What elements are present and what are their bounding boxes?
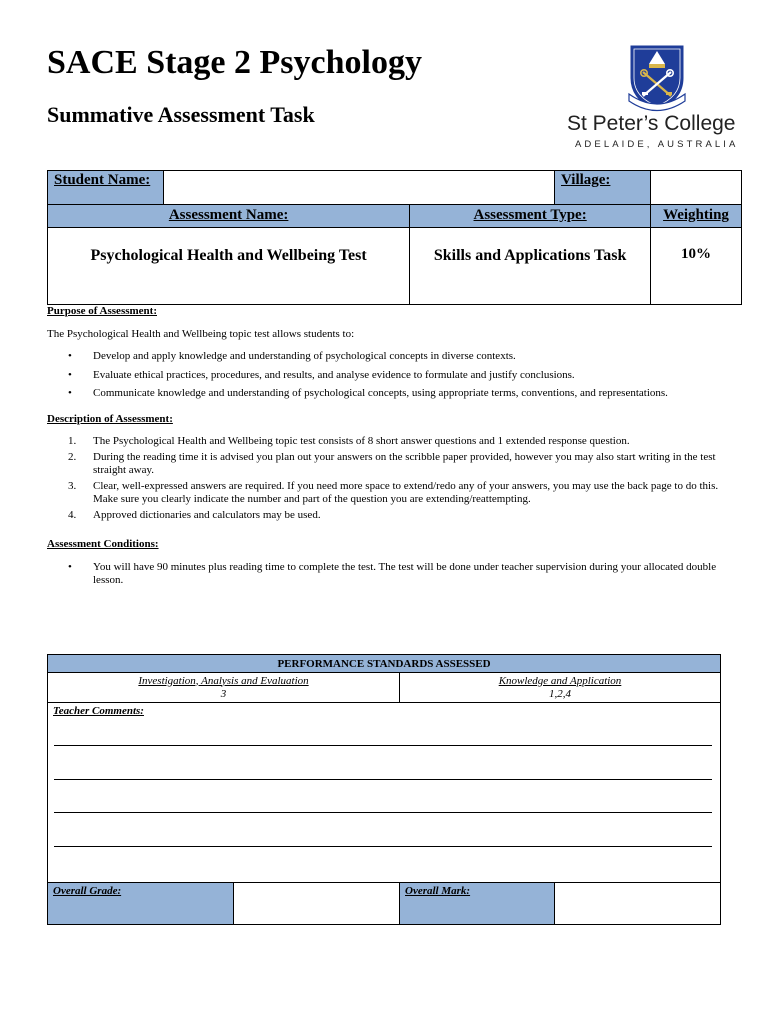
student-name-field[interactable]: [164, 171, 555, 205]
list-item: • Evaluate ethical practices, procedures, and results, and analyse evidence to formulate and justify conclusions.: [47, 369, 742, 383]
teacher-comments-label: Teacher Comments:: [53, 705, 144, 717]
list-item: 4. Approved dictionaries and calculators may be used.: [68, 508, 321, 521]
comment-line: [54, 745, 712, 746]
comment-line: [54, 846, 712, 847]
teacher-comments-box[interactable]: [48, 703, 721, 883]
performance-standards-table: [47, 654, 721, 925]
crest-icon: [627, 42, 687, 112]
comment-line: [54, 812, 712, 813]
overall-grade-label: Overall Grade:: [48, 883, 234, 925]
list-item: • You will have 90 minutes plus reading time to complete the test. The test will be done under teacher supervision during your allocated double lesson.: [47, 561, 742, 588]
page-title: SACE Stage 2 Psychology: [47, 44, 422, 81]
description-list: [47, 435, 742, 522]
college-logo: [565, 40, 745, 152]
weighting-value: 10%: [651, 228, 742, 305]
list-item: 2. During the reading time it is advised you plan out your answers on the scribble paper provided, however you may also start writing in the test straight away.: [68, 450, 716, 476]
list-item: • Communicate knowledge and understanding of psychological concepts, using appropriate terms, conventions, and representations.: [47, 387, 742, 401]
overall-mark-label: Overall Mark:: [400, 883, 555, 925]
comment-line: [54, 779, 712, 780]
conditions-heading: Assessment Conditions:: [47, 538, 159, 550]
assessment-name-header: Assessment Name:: [48, 205, 410, 228]
performance-heading: PERFORMANCE STANDARDS ASSESSED: [48, 655, 721, 673]
overall-grade-field[interactable]: [233, 883, 399, 925]
list-item: 3. Clear, well-expressed answers are required. If you need more space to extend/redo any of your answers, you may use the back page to do this. Make sure you clearly indicate the number and part of the question you are extending/reattempting.: [68, 479, 719, 505]
village-label: Village:: [561, 172, 611, 188]
village-field[interactable]: [651, 171, 742, 205]
student-name-label: Student Name:: [54, 172, 151, 188]
purpose-heading: Purpose of Assessment:: [47, 305, 157, 317]
description-heading: Description of Assessment:: [47, 412, 173, 425]
page-subtitle: Summative Assessment Task: [47, 102, 315, 127]
overall-mark-field[interactable]: [555, 883, 721, 925]
assessment-info-table: [47, 170, 742, 305]
criterion-investigation: Investigation, Analysis and Evaluation 3: [48, 673, 400, 703]
list-item: • Develop and apply knowledge and understanding of psychological concepts in diverse contexts.: [47, 350, 742, 364]
assessment-name-value: Psychological Health and Wellbeing Test: [48, 228, 410, 305]
college-location: ADELAIDE, AUSTRALIA: [575, 139, 739, 150]
assessment-type-value: Skills and Applications Task: [410, 228, 651, 305]
village-label-cell: [555, 171, 651, 205]
purpose-list: [47, 350, 742, 401]
college-name: St Peter’s College: [567, 112, 736, 135]
student-name-label-cell: [48, 171, 164, 205]
list-item: 1. The Psychological Health and Wellbeing topic test consists of 8 short answer questions and 1 extended response question.: [68, 435, 630, 447]
conditions-list: [47, 561, 742, 588]
purpose-intro: The Psychological Health and Wellbeing topic test allows students to:: [47, 327, 355, 340]
assessment-type-header: Assessment Type:: [410, 205, 651, 228]
weighting-header: Weighting: [651, 205, 742, 228]
assessment-details: [47, 305, 742, 588]
criterion-knowledge: Knowledge and Application 1,2,4: [400, 673, 721, 703]
